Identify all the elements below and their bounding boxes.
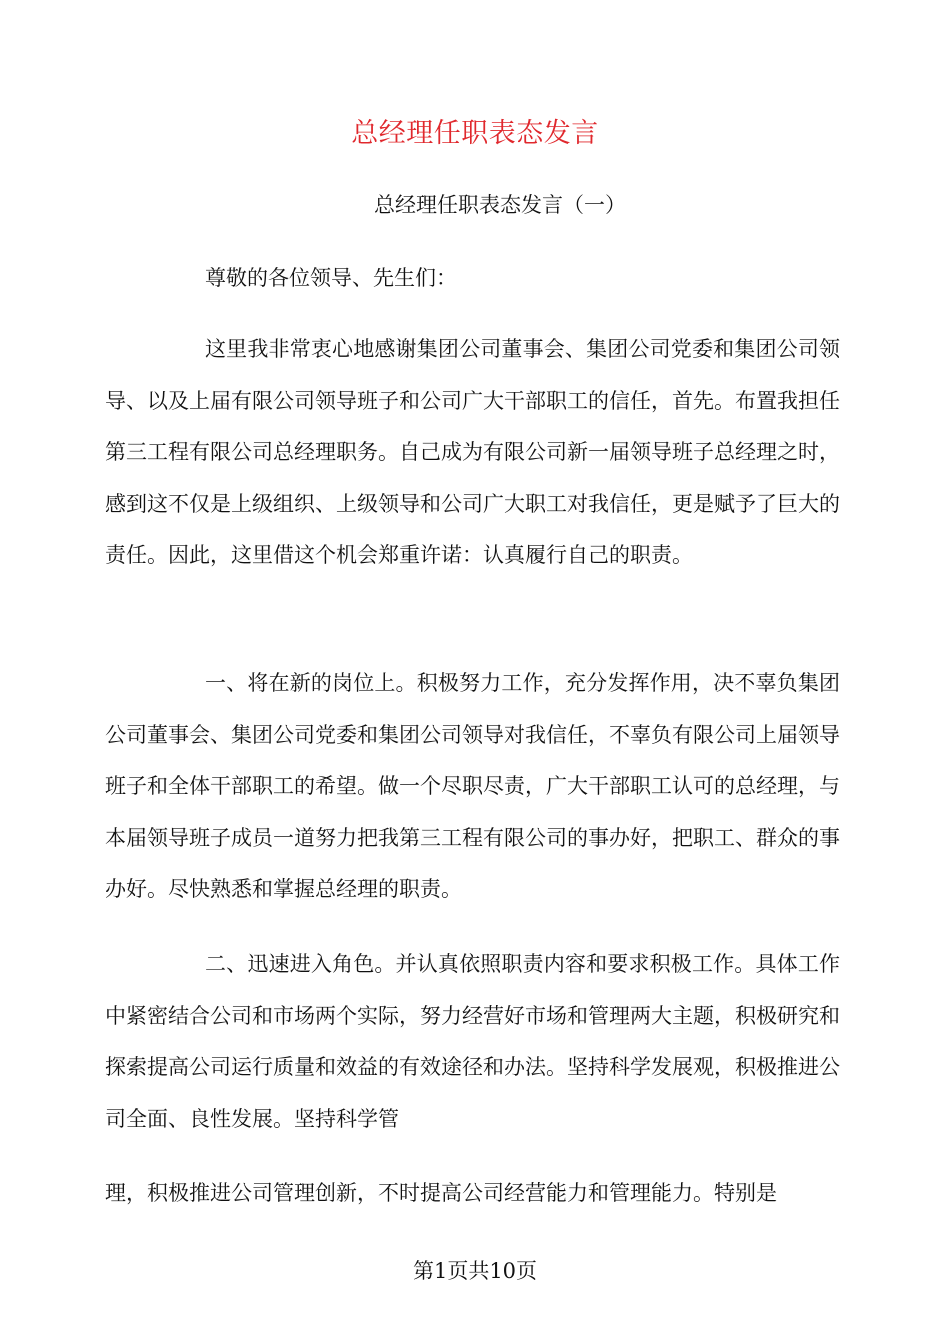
- paragraph-2: 一、将在新的岗位上。积极努力工作，充分发挥作用，决不辜负集团公司董事会、集团公司党委和集团公司领导对我信任，不辜负有限公司上届领导班子和全体干部职工的希望。做一个尽职尽责，广大干部职工认可的总经理，与本届领导班子成员一道努力把我第三工程有限公司的事办好，把职工、群众的事办好。尽快熟悉和掌握总经理的职责。: [105, 671, 840, 901]
- paragraph-4: 理，积极推进公司管理创新，不时提高公司经营能力和管理能力。特别是: [105, 1181, 777, 1205]
- salutation: 尊敬的各位领导、先生们：: [205, 266, 457, 290]
- paragraph-1: 这里我非常衷心地感谢集团公司董事会、集团公司党委和集团公司领导、以及上届有限公司领导班子和公司广大干部职工的信任，首先。布置我担任第三工程有限公司总经理职务。自己成为有限公司新一届领导班子总经理之时，感到这不仅是上级组织、上级领导和公司广大职工对我信任，更是赋予了巨大的责任。因此，这里借这个机会郑重许诺：认真履行自己的职责。: [105, 337, 840, 567]
- document-subtitle: 总经理任职表态发言（一）: [374, 193, 626, 217]
- document-title: 总经理任职表态发言: [351, 118, 599, 149]
- paragraph-3: 二、迅速进入角色。并认真依照职责内容和要求积极工作。具体工作中紧密结合公司和市场两个实际，努力经营好市场和管理两大主题，积极研究和探索提高公司运行质量和效益的有效途径和办法。坚持科学发展观，积极推进公司全面、良性发展。坚持科学管: [105, 952, 840, 1131]
- page-number: 第1页共10页: [412, 1259, 538, 1283]
